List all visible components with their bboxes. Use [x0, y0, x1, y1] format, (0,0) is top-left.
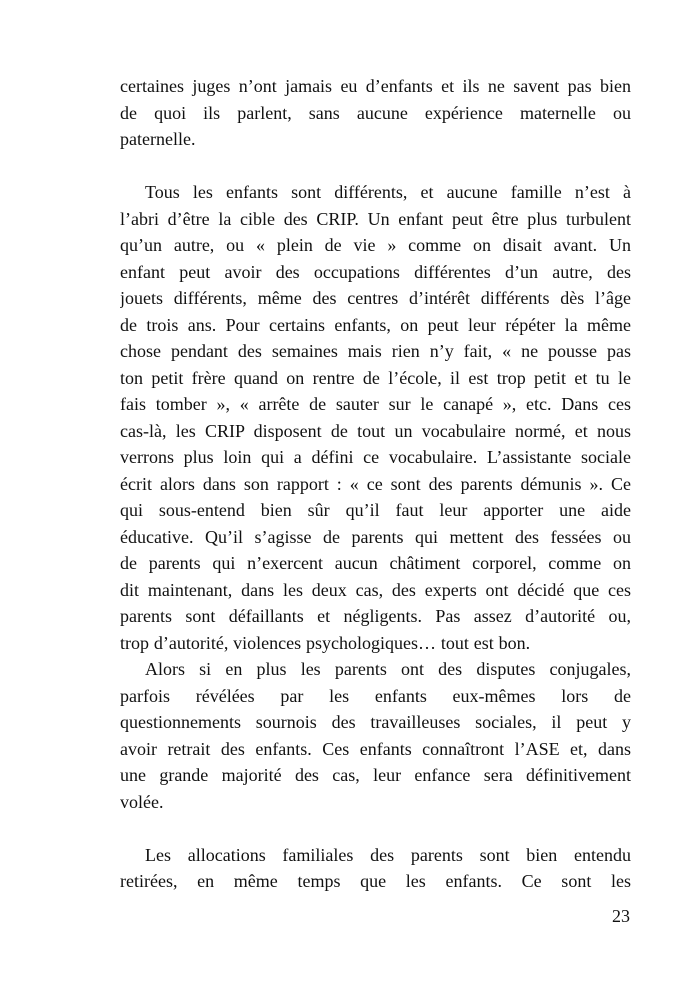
paragraph-2 — [120, 179, 631, 656]
paragraph-4 — [120, 842, 631, 895]
text-line: Alors si en plus les parents ont des disputes conjugales, — [145, 659, 631, 679]
paragraph-1 — [120, 73, 631, 153]
text-line: ton petit frère quand on rentre de l’école, il est trop petit et tu le — [120, 367, 631, 388]
text-line: Tous les enfants sont différents, et aucune famille n’est à — [145, 182, 631, 202]
text-line: fais tomber », « arrête de sauter sur le canapé », etc. Dans ces — [120, 394, 631, 414]
text-line: enfant peut avoir des occupations différentes d’un autre, des — [120, 261, 631, 282]
text-line: avoir retrait des enfants. Ces enfants connaîtront l’ASE et, dans — [120, 738, 631, 759]
text-line: volée. — [120, 791, 164, 812]
text-line: questionnements sournois des travailleuses sociales, il peut y — [120, 712, 631, 732]
text-line: parfois révélées par les enfants eux-mêmes lors de — [120, 685, 631, 706]
text-line: de parents qui n’exercent aucun châtiment corporel, comme on — [120, 553, 631, 573]
text-line: chose pendant des semaines mais rien n’y fait, « ne pousse pas — [120, 341, 631, 361]
text-line: certaines juges n’ont jamais eu d’enfants et ils ne savent pas bien — [120, 76, 631, 96]
text-line: qui sous-entend bien sûr qu’il faut leur apporter une aide — [120, 500, 631, 520]
text-line: éducative. Qu’il s’agisse de parents qui mettent des fessées ou — [120, 526, 631, 547]
page-number: 23 — [612, 906, 630, 926]
text-line: l’abri d’être la cible des CRIP. Un enfant peut être plus turbulent — [120, 208, 631, 229]
text-line: de quoi ils parlent, sans aucune expérience maternelle ou — [120, 102, 631, 123]
text-line: dit maintenant, dans les deux cas, des experts ont décidé que ces — [120, 579, 631, 600]
text-line: Les allocations familiales des parents sont bien entendu — [145, 844, 631, 865]
text-line: retirées, en même temps que les enfants. Ce sont les — [120, 871, 631, 891]
text-line: verrons plus loin qui a défini ce vocabulaire. L’assistante sociale — [120, 447, 631, 467]
text-line: une grande majorité des cas, leur enfance sera définitivement — [120, 765, 631, 785]
text-line: jouets différents, même des centres d’intérêt différents dès l’âge — [120, 288, 631, 308]
text-line: parents sont défaillants et négligents. Pas assez d’autorité ou, — [120, 606, 631, 626]
text-line: trop d’autorité, violences psychologiques… tout est bon. — [120, 632, 531, 653]
text-block — [120, 73, 631, 895]
paragraph-3 — [120, 656, 631, 815]
text-line: paternelle. — [120, 129, 196, 149]
text-line: écrit alors dans son rapport : « ce sont des parents démunis ». Ce — [120, 473, 631, 494]
text-line: cas-là, les CRIP disposent de tout un vocabulaire normé, et nous — [120, 420, 631, 441]
text-line: qu’un autre, ou « plein de vie » comme on disait avant. Un — [120, 235, 631, 255]
text-line: de trois ans. Pour certains enfants, on peut leur répéter la même — [120, 314, 631, 335]
